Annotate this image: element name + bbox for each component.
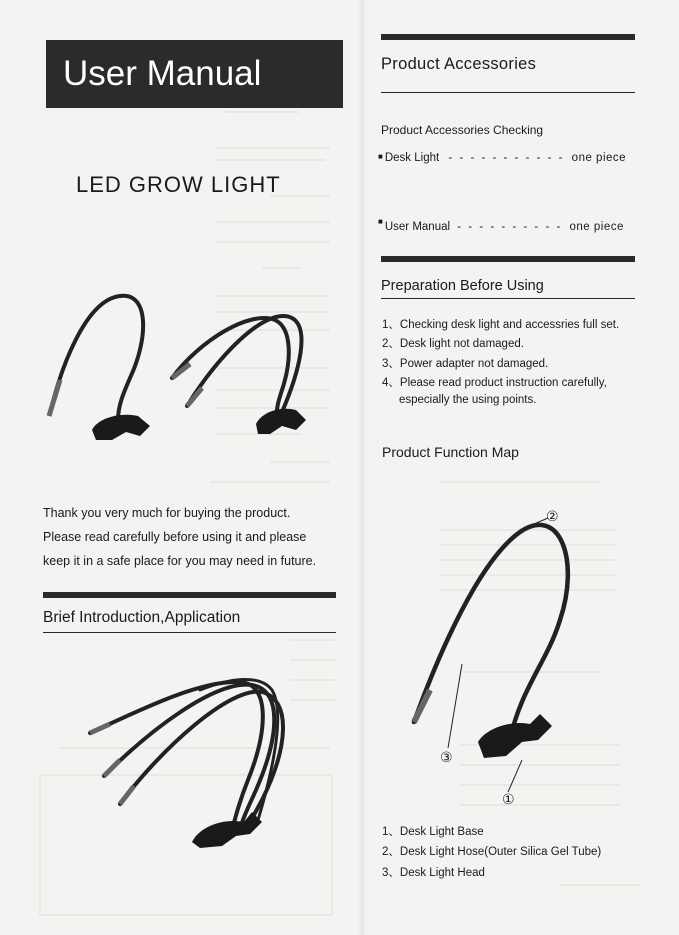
bullet-square-icon: ■ [378,152,383,161]
item-text: Please read product instruction carefully, [399,377,607,389]
accessories-checking-label: Product Accessories Checking [381,123,544,137]
accessory-leader: - - - - - - - - - - [457,221,563,233]
product-name: LED GROW LIGHT [76,172,281,197]
brief-introduction-heading: Brief Introduction,Application [43,609,241,626]
part-list-item [382,864,485,880]
item-number: 3、 [382,867,400,879]
accessory-qty: one piece [569,221,624,233]
item-number: 1、 [382,319,400,331]
intro-line-3: keep it in a safe place for you may need in future. [43,554,317,568]
bullet-square-icon: ■ [378,217,383,226]
item-text: Desk light not damaged. [399,338,524,350]
accessory-name: Desk Light [384,152,440,164]
part-list-item [382,843,601,859]
item-number: 1、 [382,826,400,838]
item-text: especially the using points. [399,394,537,406]
intro-line-2: Please read carefully before using it and please [43,530,307,544]
item-text: Desk Light Head [399,867,485,879]
item-number: 2、 [382,338,400,350]
part-list-item [382,823,484,839]
accessory-qty: one piece [571,152,627,164]
preparation-heading: Preparation Before Using [381,278,544,294]
item-text: Checking desk light and accessries full set. [399,319,620,331]
item-text: Desk Light Hose(Outer Silica Gel Tube) [399,846,602,858]
item-number: 4、 [382,377,400,389]
item-number: 3、 [382,358,400,370]
item-text: Power adapter not damaged. [399,358,549,370]
callout-2-label: ② [546,508,559,524]
function-map-heading: Product Function Map [382,444,519,460]
page-title-text: User Manual [63,54,262,93]
callout-1-label: ① [502,791,515,807]
item-text: Desk Light Base [399,826,484,838]
accessory-leader: - - - - - - - - - - - [448,152,565,164]
callout-3-label: ③ [440,749,453,765]
product-accessories-heading: Product Accessories [381,55,537,73]
accessory-name: User Manual [384,221,451,233]
intro-line-1: Thank you very much for buying the product. [43,506,291,520]
item-number: 2、 [382,846,400,858]
